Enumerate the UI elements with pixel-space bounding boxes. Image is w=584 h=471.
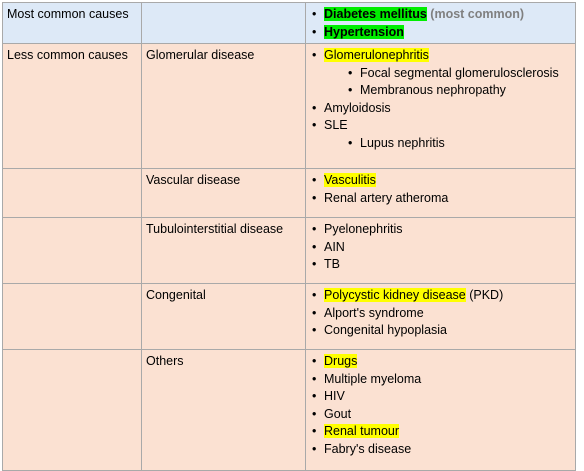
sub-list-item: • Lupus nephritis — [360, 135, 571, 153]
list-item — [324, 256, 571, 274]
most-common-causes-list — [310, 6, 571, 41]
list-item — [324, 47, 571, 65]
causes-cell — [306, 218, 576, 284]
cause-name: Diabetes mellitus — [324, 7, 427, 21]
list-item — [324, 221, 571, 239]
sub-list-item: • Membranous nephropathy — [360, 82, 571, 100]
cause-name: SLE — [324, 118, 348, 132]
category-label: Congenital — [142, 284, 306, 350]
cause-name: Hypertension — [324, 24, 404, 39]
cause-name: TB — [324, 257, 340, 271]
causes-table — [2, 2, 576, 471]
sub-list-wrapper — [324, 65, 571, 100]
causes-cell — [306, 169, 576, 218]
cause-name: Congenital hypoplasia — [324, 323, 448, 337]
cause-group-row — [3, 284, 576, 350]
list-item — [324, 441, 571, 459]
sub-list-item: • Focal segmental glomerulosclerosis — [360, 65, 571, 83]
causes-cell — [306, 284, 576, 350]
most-common-category-empty — [142, 3, 306, 44]
list-item — [324, 388, 571, 406]
list-item — [324, 100, 571, 118]
causes-cell — [306, 44, 576, 169]
list-item — [324, 287, 571, 305]
category-label: Glomerular disease — [142, 44, 306, 169]
list-item — [324, 371, 571, 389]
category-label: Vascular disease — [142, 169, 306, 218]
causes-list — [310, 353, 571, 458]
list-item — [324, 353, 571, 371]
list-item — [324, 305, 571, 323]
less-common-label-empty — [3, 284, 142, 350]
cause-name: Alport's syndrome — [324, 305, 424, 320]
cause-name: Multiple myeloma — [324, 371, 422, 386]
cause-group-row — [3, 350, 576, 471]
list-item — [324, 117, 571, 135]
cause-name: Renal artery atheroma — [324, 190, 449, 205]
cause-name: AIN — [324, 239, 345, 254]
less-common-label-empty — [3, 169, 142, 218]
list-item — [324, 172, 571, 190]
cause-name: Drugs — [324, 354, 358, 368]
cause-group-row — [3, 169, 576, 218]
causes-table-body — [3, 3, 576, 471]
cause-note: (PKD) — [465, 288, 504, 302]
sub-list-wrapper — [324, 135, 571, 153]
sub-causes-list — [324, 65, 571, 100]
cause-group-row — [3, 44, 576, 169]
list-item — [324, 406, 571, 424]
list-item — [324, 322, 571, 340]
category-label: Others — [142, 350, 306, 471]
list-item — [324, 190, 571, 208]
less-common-label-empty — [3, 218, 142, 284]
causes-list — [310, 47, 571, 152]
list-item — [324, 24, 571, 42]
cause-group-row — [3, 218, 576, 284]
most-common-causes-cell — [306, 3, 576, 44]
cause-name: Renal tumour — [324, 424, 400, 438]
cause-name: Pyelonephritis — [324, 222, 403, 236]
list-item — [324, 239, 571, 257]
list-item — [324, 423, 571, 441]
cause-name: Vasculitis — [324, 173, 376, 187]
less-common-label: Less common causes — [3, 44, 142, 169]
sub-causes-list — [324, 135, 571, 153]
causes-list — [310, 287, 571, 340]
causes-cell — [306, 350, 576, 471]
cause-name: Glomerulonephritis — [324, 48, 429, 62]
cause-name: Polycystic kidney disease — [324, 288, 466, 302]
most-common-row — [3, 3, 576, 44]
cause-note: (most common) — [426, 7, 525, 21]
cause-name: Amyloidosis — [324, 100, 391, 115]
cause-name: Fabry's disease — [324, 441, 412, 456]
causes-list — [310, 172, 571, 207]
less-common-label-empty — [3, 350, 142, 471]
cause-name: HIV — [324, 389, 345, 403]
most-common-label: Most common causes — [3, 3, 142, 44]
cause-name: Gout — [324, 406, 352, 421]
category-label: Tubulointerstitial disease — [142, 218, 306, 284]
causes-list — [310, 221, 571, 274]
list-item — [324, 6, 571, 24]
